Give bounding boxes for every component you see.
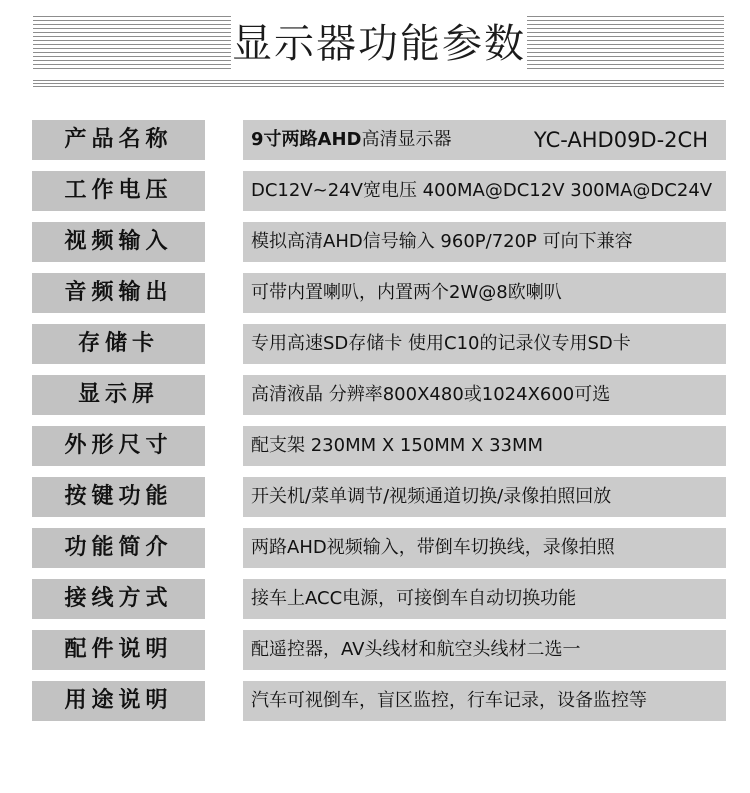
spec-row-product-name (32, 120, 726, 160)
spec-value: 接车上ACC电源，可接倒车自动切换功能 (243, 579, 726, 619)
decorative-stripes-left (33, 16, 231, 69)
spec-value: 两路AHD视频输入，带倒车切换线，录像拍照 (243, 528, 726, 568)
spec-row-accessories (32, 630, 726, 670)
spec-label: 接线方式 (32, 579, 205, 619)
spec-label: 产品名称 (32, 120, 205, 160)
spec-row-storage-card (32, 324, 726, 364)
spec-value: 汽车可视倒车，盲区监控，行车记录，设备监控等 (243, 681, 726, 721)
spec-row-usage (32, 681, 726, 721)
spec-value: 配支架 230MM X 150MM X 33MM (243, 426, 726, 466)
spec-row-video-input (32, 222, 726, 262)
spec-label: 视频输入 (32, 222, 205, 262)
spec-row-audio-output (32, 273, 726, 313)
spec-value (243, 120, 726, 160)
spec-value: 可带内置喇叭，内置两个2W@8欧喇叭 (243, 273, 726, 313)
spec-value: 模拟高清AHD信号输入 960P/720P 可向下兼容 (243, 222, 726, 262)
spec-value: 专用高速SD存储卡 使用C10的记录仪专用SD卡 (243, 324, 726, 364)
spec-label: 音频输出 (32, 273, 205, 313)
spec-row-wiring (32, 579, 726, 619)
spec-value: 开关机/菜单调节/视频通道切换/录像拍照回放 (243, 477, 726, 517)
spec-row-voltage (32, 171, 726, 211)
spec-label: 外形尺寸 (32, 426, 205, 466)
spec-label: 工作电压 (32, 171, 205, 211)
spec-value: 高清液晶 分辨率800X480或1024X600可选 (243, 375, 726, 415)
header (0, 0, 750, 105)
spec-label: 功能简介 (32, 528, 205, 568)
spec-label: 配件说明 (32, 630, 205, 670)
page-title: 显示器功能参数 (232, 21, 526, 67)
spec-value: DC12V~24V宽电压 400MA@DC12V 300MA@DC24V (243, 171, 726, 211)
spec-label: 显示屏 (32, 375, 205, 415)
spec-value-text: 高清显示器 (361, 129, 452, 150)
spec-label: 按键功能 (32, 477, 205, 517)
spec-row-display (32, 375, 726, 415)
decorative-stripes-right (527, 16, 724, 69)
spec-row-dimensions (32, 426, 726, 466)
spec-row-buttons (32, 477, 726, 517)
spec-row-features (32, 528, 726, 568)
title-underline (33, 80, 724, 88)
model-number: YC-AHD09D-2CH (533, 128, 708, 152)
spec-label: 存储卡 (32, 324, 205, 364)
spec-label: 用途说明 (32, 681, 205, 721)
spec-value-highlight: 9寸两路AHD (251, 129, 362, 150)
spec-value: 配遥控器，AV头线材和航空头线材二选一 (243, 630, 726, 670)
